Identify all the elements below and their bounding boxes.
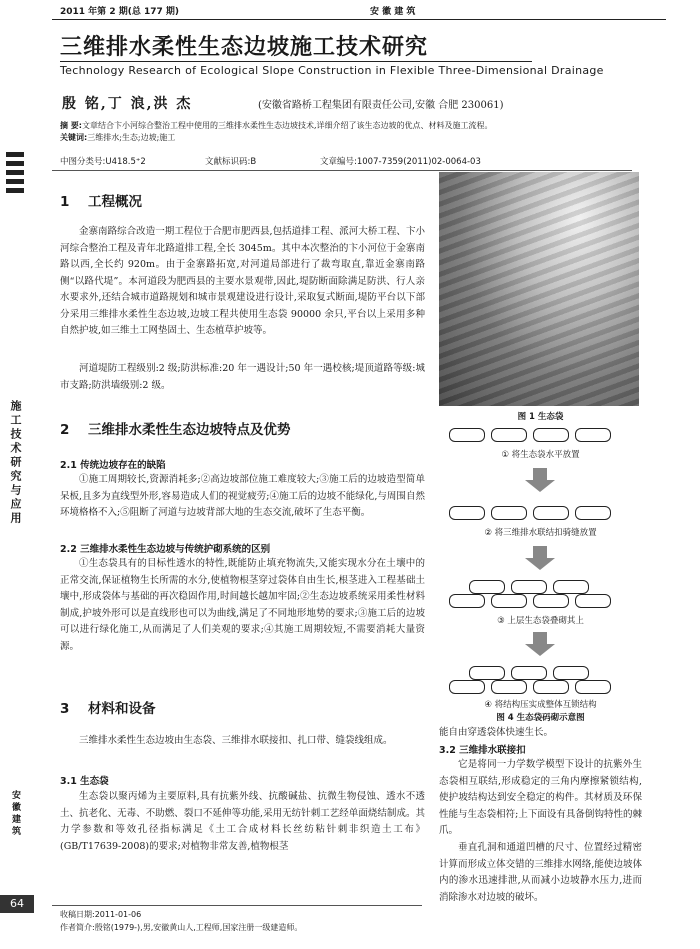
down-arrow-icon (525, 546, 555, 570)
section-1-heading: 1 工程概况 (60, 194, 142, 210)
meta-rule (52, 170, 632, 171)
step-2-label: ② 将三维排水联结扣骑缝放置 (484, 528, 597, 538)
abstract-label: 摘 要: (60, 121, 82, 130)
down-arrow-icon (525, 632, 555, 656)
side-journal-name: 安徽建筑 (10, 790, 20, 838)
subsection-2-1-paragraph: ①施工周期较长,资源消耗多;②高边坡部位施工难度较大;③施工后的边坡造型简单呆板,且多为直线型外形,容易造成人们的视觉疲劳;④施工后的边坡不能绿化,与周围自然环境格格不入;⑤阻断了河道与边坡背部大地的生态交流,破坏了生态平衡。 (60, 474, 425, 518)
page-number: 64 (0, 895, 34, 913)
eco-bag-photo (439, 172, 639, 406)
subsection-2-2-paragraph: ①生态袋具有的目标性透水的特性,既能防止填充物流失,又能实现水分在土壤中的正常交流,保证植物生长所需的水分,使植物根茎穿过袋体自由生长,根茎进入工程基础土壤中,形成袋体与基础的再次稳固作用,时间越长越加牢固;②生态边坡系统采用柔性材料制成,护坡外形可以是直线形也可以为曲线,满足了不同地形地势的要求;③施工后的边坡可以进行绿化施工,从而满足了人们美观的要求;④其施工周期较短,不需要消耗大量资源。 (60, 558, 425, 652)
english-title: Technology Research of Ecological Slope Construction in Flexible Three-Dimensional Drainage (60, 64, 604, 77)
abstract-text: 文章结合卞小河综合整治工程中使用的三维排水柔性生态边坡技术,详细介绍了该生态边坡的优点、材料及施工流程。 (81, 121, 493, 130)
step-3-label: ③ 上层生态袋叠砌其上 (497, 616, 584, 626)
article-number: 文章编号:1007-7359(2011)02-0064-03 (320, 157, 481, 167)
subsection-3-1-heading: 3.1 生态袋 (60, 776, 109, 787)
section-3-intro: 三维排水柔性生态边坡由生态袋、三维排水联接扣、扎口带、缝袋线组成。 (79, 735, 393, 746)
author-bio: 作者简介:殷铭(1979-),男,安徽黄山人,工程师,国家注册一级建造师。 (60, 923, 303, 932)
stacking-diagram (439, 428, 642, 723)
subsection-2-2-heading: 2.2 三维排水柔性生态边坡与传统护砌系统的区别 (60, 544, 271, 555)
section-1-paragraph: 金寨南路综合改造一期工程位于合肥市肥西县,包括道排工程、派河大桥工程、卞小河综合整治工程及青年北路道排工程,全长 3045m。其中本次整治的卞小河位于金寨南路以西,全长约 920m。由于金寨路拓宽,对河道局部进行了裁弯取直,靠近金寨南路侧“以路代堤”。本河道段为肥西县的主要水景观带,因此,堤防断面除满足防洪、行人亲水要求外,还结合城市道路规划和城市景观建设进行设计,采取复式断面,堤防平台以下部分采用三维排水柔性生态边坡,边坡工程共使用生态袋 90000 余只,平台以上采用多种自然护坡,如三维土工网垫固土、生态植草护坡等。 (60, 226, 425, 336)
affiliation: (安徽省路桥工程集团有限责任公司,安徽 合肥 230061) (258, 100, 504, 111)
subsection-3-1-continued: 能自由穿透袋体快速生长。 (439, 727, 554, 738)
header-rule (52, 19, 666, 20)
document-code: 文献标识码:B (205, 157, 257, 167)
keywords-text: 三维排水;生态;边坡;施工 (87, 133, 176, 142)
clc-number: 中图分类号:U418.5⁺2 (60, 157, 146, 167)
abstract-block (60, 120, 640, 144)
keywords-label: 关键词: (60, 133, 88, 142)
authors: 殷 铭,丁 浪,洪 杰 (62, 96, 193, 112)
subsection-3-2-paragraph-2: 垂直孔洞和通道凹槽的尺寸、位置经过精密计算而形成立体交错的三维排水网络,能使边坡体内的渗水迅速排泄,从而减小边坡静水压力,进而消除渗水对边坡的破坏。 (439, 842, 642, 903)
column-logo-icon (6, 152, 24, 212)
step-1-label: ① 将生态袋水平放置 (501, 450, 580, 460)
figure-1-caption: 图 1 生态袋 (517, 412, 564, 422)
section-1-standards: 河道堤防工程级别:2 级;防洪标准:20 年一遇设计;50 年一遇校核;堤顶道路等级:城市支路;防洪墙级别:2 级。 (60, 363, 425, 391)
footnote-rule (52, 905, 422, 906)
paper-title: 三维排水柔性生态边坡施工技术研究 (60, 35, 429, 60)
step-4-label: ④ 将结构压实成整体互锁结构 (484, 700, 597, 710)
received-date: 收稿日期:2011-01-06 (60, 910, 142, 919)
journal-name: 安 徽 建 筑 (370, 7, 416, 17)
running-header (60, 4, 660, 18)
issue-info: 2011 年第 2 期(总 177 期) (60, 7, 179, 17)
down-arrow-icon (525, 468, 555, 492)
subsection-3-2-paragraph: 它是将同一力学数学模型下设计的抗紫外生态袋相互联结,形成稳定的三角内摩擦紧锁结构,使护坡结构达到安全稳定的构件。其材质及环保性能与生态袋相符;上下面设有具备倒钩特性的棘爪。 (439, 759, 642, 836)
figure-4-caption: 图 4 生态袋码砌示意图 (496, 713, 585, 723)
section-2-heading: 2 三维排水柔性生态边坡特点及优势 (60, 422, 291, 438)
subsection-2-1-heading: 2.1 传统边坡存在的缺陷 (60, 460, 166, 471)
title-underline (60, 61, 532, 62)
section-3-heading: 3 材料和设备 (60, 701, 156, 717)
subsection-3-1-paragraph: 生态袋以聚丙烯为主要原料,具有抗紫外线、抗酸碱盐、抗微生物侵蚀、透水不透土、抗老化、无毒、不助燃、裂口不延伸等功能,采用无纺针刺工艺经单面烧结制成。其力学参数和等效孔径指标满足《土工合成材料长丝纺粘针刺非织造土工布》(GB/T17639-2008)的要求;对植物非常友善,植物根茎 (60, 791, 425, 852)
column-name: 施工技术研究与应用 (9, 400, 22, 526)
subsection-3-2-heading: 3.2 三维排水联接扣 (439, 745, 526, 756)
